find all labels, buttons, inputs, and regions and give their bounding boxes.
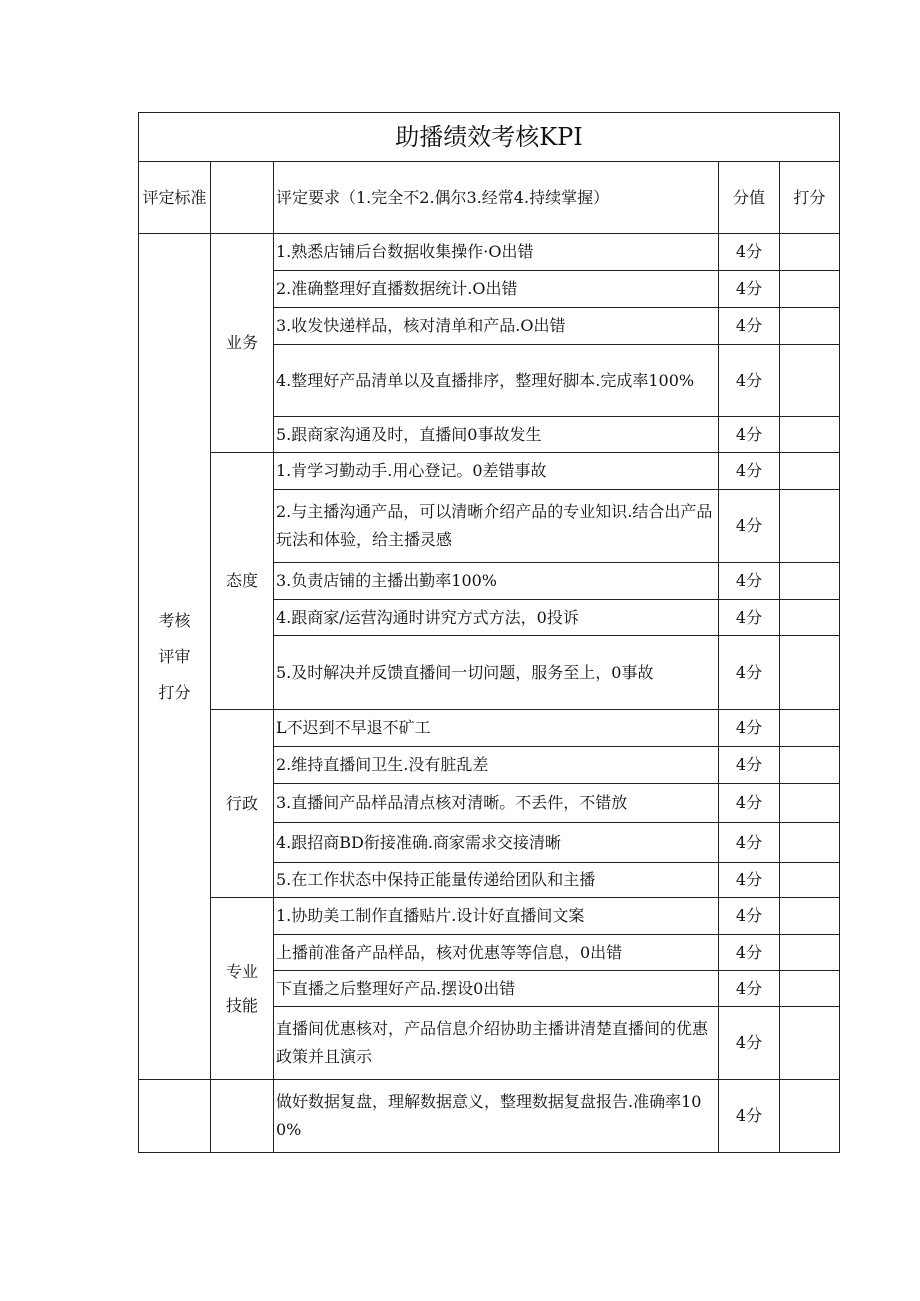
score-input-cell[interactable] bbox=[780, 1007, 840, 1080]
category-admin: 行政 bbox=[211, 710, 274, 898]
empty-cell bbox=[139, 1080, 211, 1153]
header-value: 分值 bbox=[719, 162, 780, 234]
score-input-cell[interactable] bbox=[780, 1080, 840, 1153]
score-input-cell[interactable] bbox=[780, 417, 840, 453]
requirement-cell: 2.维持直播间卫生.没有脏乱差 bbox=[274, 747, 719, 784]
category-skills bbox=[211, 898, 274, 1080]
score-input-cell[interactable] bbox=[780, 345, 840, 417]
category-skills-text: 专业技能 bbox=[225, 961, 258, 1015]
value-cell: 4分 bbox=[719, 490, 780, 563]
value-cell: 4分 bbox=[719, 345, 780, 417]
score-input-cell[interactable] bbox=[780, 600, 840, 636]
requirement-cell: 1.协助美工制作直播贴片.设计好直播间文案 bbox=[274, 898, 719, 935]
requirement-cell: 1.熟悉店铺后台数据收集操作·O出错 bbox=[274, 234, 719, 271]
score-input-cell[interactable] bbox=[780, 971, 840, 1007]
score-input-cell[interactable] bbox=[780, 747, 840, 784]
requirement-cell: 2.与主播沟通产品，可以清晰介绍产品的专业知识.结合出产品玩法和体验，给主播灵感 bbox=[274, 490, 719, 563]
requirement-cell: 4.整理好产品清单以及直播排序，整理好脚本.完成率100% bbox=[274, 345, 719, 417]
requirement-cell: 5.跟商家沟通及时，直播间0事故发生 bbox=[274, 417, 719, 453]
value-cell: 4分 bbox=[719, 453, 780, 490]
requirement-cell: 做好数据复盘，理解数据意义，整理数据复盘报告.准确率100% bbox=[274, 1080, 719, 1153]
value-cell: 4分 bbox=[719, 898, 780, 935]
value-cell: 4分 bbox=[719, 600, 780, 636]
kpi-sheet bbox=[138, 112, 839, 1153]
requirement-cell: 4.跟商家/运营沟通时讲究方式方法，0投诉 bbox=[274, 600, 719, 636]
header-score: 打分 bbox=[780, 162, 840, 234]
score-input-cell[interactable] bbox=[780, 453, 840, 490]
value-cell: 4分 bbox=[719, 636, 780, 710]
value-cell: 4分 bbox=[719, 971, 780, 1007]
requirement-cell: 3.负责店铺的主播出勤率100% bbox=[274, 563, 719, 600]
header-requirement: 评定要求（1.完全不2.偶尔3.经常4.持续掌握） bbox=[274, 162, 719, 234]
score-input-cell[interactable] bbox=[780, 271, 840, 308]
requirement-cell: 2.准确整理好直播数据统计.O出错 bbox=[274, 271, 719, 308]
value-cell: 4分 bbox=[719, 1007, 780, 1080]
score-input-cell[interactable] bbox=[780, 898, 840, 935]
score-input-cell[interactable] bbox=[780, 863, 840, 898]
requirement-cell: 3.收发快递样品，核对清单和产品.O出错 bbox=[274, 308, 719, 345]
group-label bbox=[139, 234, 211, 1080]
value-cell: 4分 bbox=[719, 747, 780, 784]
score-input-cell[interactable] bbox=[780, 563, 840, 600]
value-cell: 4分 bbox=[719, 823, 780, 863]
requirement-cell: 5.在工作状态中保持正能量传递给团队和主播 bbox=[274, 863, 719, 898]
category-business: 业务 bbox=[211, 234, 274, 453]
value-cell: 4分 bbox=[719, 863, 780, 898]
requirement-cell: 下直播之后整理好产品.摆设0出错 bbox=[274, 971, 719, 1007]
group-label-text: 考核评审打分 bbox=[158, 610, 191, 702]
value-cell: 4分 bbox=[719, 234, 780, 271]
requirement-cell: 4.跟招商BD衔接准确.商家需求交接清晰 bbox=[274, 823, 719, 863]
requirement-cell: L不迟到不早退不矿工 bbox=[274, 710, 719, 747]
empty-cell bbox=[211, 1080, 274, 1153]
value-cell: 4分 bbox=[719, 563, 780, 600]
requirement-cell: 3.直播间产品样品清点核对清晰。不丢件，不错放 bbox=[274, 784, 719, 823]
value-cell: 4分 bbox=[719, 935, 780, 971]
score-input-cell[interactable] bbox=[780, 490, 840, 563]
score-input-cell[interactable] bbox=[780, 710, 840, 747]
score-input-cell[interactable] bbox=[780, 308, 840, 345]
value-cell: 4分 bbox=[719, 710, 780, 747]
kpi-table bbox=[138, 112, 840, 1153]
value-cell: 4分 bbox=[719, 308, 780, 345]
score-input-cell[interactable] bbox=[780, 636, 840, 710]
value-cell: 4分 bbox=[719, 271, 780, 308]
header-standard: 评定标准 bbox=[139, 162, 211, 234]
value-cell: 4分 bbox=[719, 784, 780, 823]
table-title: 助播绩效考核KPI bbox=[139, 113, 840, 162]
category-attitude: 态度 bbox=[211, 453, 274, 710]
requirement-cell: 直播间优惠核对，产品信息介绍协助主播讲清楚直播间的优惠政策并且演示 bbox=[274, 1007, 719, 1080]
requirement-cell: 1.肯学习勤动手.用心登记。0差错事故 bbox=[274, 453, 719, 490]
header-empty bbox=[211, 162, 274, 234]
score-input-cell[interactable] bbox=[780, 234, 840, 271]
requirement-cell: 5.及时解决并反馈直播间一切问题，服务至上，0事故 bbox=[274, 636, 719, 710]
score-input-cell[interactable] bbox=[780, 935, 840, 971]
score-input-cell[interactable] bbox=[780, 823, 840, 863]
score-input-cell[interactable] bbox=[780, 784, 840, 823]
value-cell: 4分 bbox=[719, 1080, 780, 1153]
value-cell: 4分 bbox=[719, 417, 780, 453]
requirement-cell: 上播前准备产品样品，核对优惠等等信息，0出错 bbox=[274, 935, 719, 971]
